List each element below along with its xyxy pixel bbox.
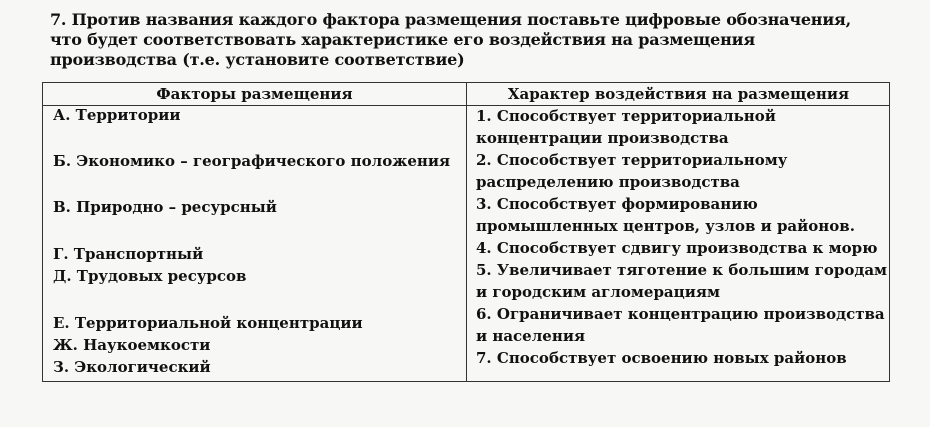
characteristic-6: 6. Ограничивает концентрацию производства и населения <box>476 305 885 345</box>
characteristic-2: 2. Способствует территориальному распределению производства <box>476 151 788 191</box>
task-text: 7. Против названия каждого фактора размещения поставьте цифровые обозначения, что будет соответствовать характеристике его воздействия на размещения производства (т.е. установите соответствие) <box>50 10 851 69</box>
header-characteristics: Характер воздействия на размещения <box>507 85 850 103</box>
characteristic-7: 7. Способствует освоению новых районов <box>476 349 847 367</box>
column-divider <box>466 83 467 381</box>
factor-a: А. Территории <box>53 106 181 124</box>
characteristics-column <box>476 105 888 369</box>
factor-e: Е. Территориальной концентрации <box>53 314 363 332</box>
characteristic-5: 5. Увеличивает тяготение к большим городам и городским агломерациям <box>476 261 888 301</box>
characteristic-4: 4. Способствует сдвигу производства к морю <box>476 239 878 257</box>
matching-table <box>42 82 890 382</box>
header-factors: Факторы размещения <box>156 85 353 103</box>
factor-zh: Ж. Наукоемкости <box>53 336 211 354</box>
factor-v: В. Природно – ресурсный <box>53 198 277 216</box>
characteristic-1: 1. Способствует территориальной концентрации производства <box>476 107 776 147</box>
factor-b: Б. Экономико – географического положения <box>53 152 451 170</box>
factor-z: З. Экологический <box>53 358 211 376</box>
factor-d: Д. Трудовых ресурсов <box>53 267 247 285</box>
factor-g: Г. Транспортный <box>53 245 204 263</box>
characteristic-3: 3. Способствует формированию промышленных центров, узлов и районов. <box>476 195 855 235</box>
